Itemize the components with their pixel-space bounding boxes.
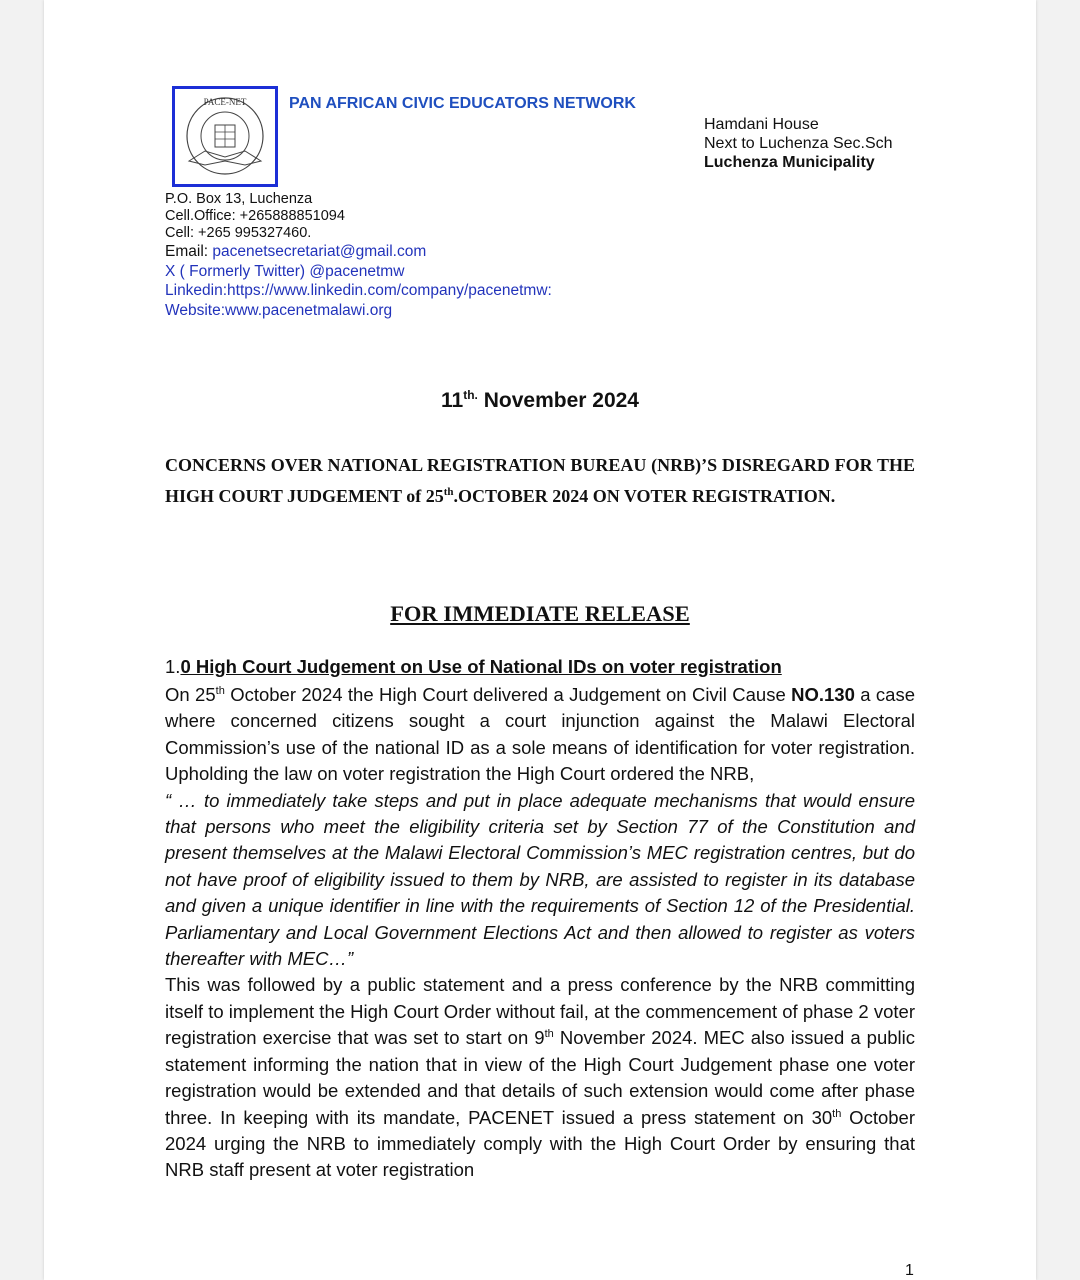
- p2-b: November 2024. MEC also issued a public statement informing the nation that in view of the High Court Judgement phase one voter registration would be extended and that details of such extension would come after phase three. In keeping with its mandate, PACENET issued a press statement on 30: [165, 1027, 916, 1128]
- p2-sup2: th: [832, 1107, 842, 1120]
- release-heading: FOR IMMEDIATE RELEASE: [390, 601, 690, 626]
- linkedin-link[interactable]: Linkedin:https://www.linkedin.com/company/pacenetmw:: [165, 282, 552, 299]
- page-number: 1: [905, 1262, 914, 1279]
- address-block: [704, 115, 893, 172]
- address-line-municipality: Luchenza Municipality: [704, 154, 875, 171]
- body-text: [165, 682, 915, 1184]
- cell-office: Cell.Office: +265888851094: [165, 208, 345, 224]
- cell-phone: Cell: +265 995327460.: [165, 225, 312, 241]
- email-label: Email:: [165, 243, 213, 260]
- paragraph-2: [165, 972, 915, 1183]
- email-line: [165, 242, 552, 262]
- org-name: PAN AFRICAN CIVIC EDUCATORS NETWORK: [289, 95, 636, 112]
- website-link[interactable]: Website:www.pacenetmalawi.org: [165, 301, 393, 319]
- p2-c: October 2024 urging the NRB to immediately comply with the High Court Order by ensuring that NRB staff present at voter registration: [165, 1106, 915, 1181]
- p1-sup: th: [215, 684, 225, 697]
- statement-title: [165, 452, 915, 509]
- p2-a: This was followed by a public statement and a press conference by the NRB committing itself to implement the High Court Order without fail, at the commencement of phase 2 voter registration exercise that was set to start on 9: [165, 974, 915, 1049]
- contact-block: [165, 191, 552, 320]
- section-heading: [165, 656, 782, 678]
- case-number: NO.130: [791, 684, 855, 705]
- date-rest: November 2024: [477, 389, 639, 412]
- date-suffix: th.: [463, 388, 478, 402]
- address-line-building: Hamdani House: [704, 116, 819, 133]
- section-title: 0 High Court Judgement on Use of National IDs on voter registration: [180, 656, 782, 677]
- title-part1: CONCERNS OVER NATIONAL REGISTRATION BUREAU (NRB)’S DISREGARD FOR THE HIGH COURT JUDGEMENT of 25: [165, 455, 915, 506]
- logo-text: PACE-NET: [203, 97, 247, 107]
- release-date: [0, 388, 1080, 413]
- paragraph-1: [165, 682, 915, 788]
- title-sup: th: [443, 485, 454, 498]
- po-box: P.O. Box 13, Luchenza: [165, 191, 313, 207]
- court-order-quote: “ … to immediately take steps and put in place adequate mechanisms that would ensure that persons who meet the eligibility criteria set by Section 77 of the Constitution and present themselves at the Malawi Electoral Commission’s MEC registration centres, but do not have proof of eligibility issued to them by NRB, are assisted to register in its database and given a unique identifier in line with the requirements of Section 12 of the Presidential. Parliamentary and Local Government Elections Act and then allowed to register as voters thereafter with MEC…”: [165, 789, 915, 970]
- p2-sup1: th: [544, 1028, 554, 1041]
- pacenet-logo: [172, 86, 278, 187]
- p1-b: October 2024 the High Court delivered a Judgement on Civil Cause: [224, 684, 792, 705]
- section-number: 1.: [165, 656, 181, 677]
- x-handle-link[interactable]: X ( Formerly Twitter) @pacenetmw: [165, 262, 405, 280]
- email-link[interactable]: pacenetsecretariat@gmail.com: [212, 243, 427, 260]
- title-part2: .OCTOBER 2024 ON VOTER REGISTRATION.: [453, 485, 836, 506]
- date-day: 11: [441, 389, 464, 412]
- p1-c: a case where concerned citizens sought a court injunction against the Malawi Electoral Commission’s use of the national ID as a sole means of identification for voter registration. Upholding the law on voter registration the High Court ordered the NRB,: [165, 684, 915, 785]
- address-line-landmark: Next to Luchenza Sec.Sch: [704, 135, 893, 152]
- p1-a: On 25: [165, 684, 216, 705]
